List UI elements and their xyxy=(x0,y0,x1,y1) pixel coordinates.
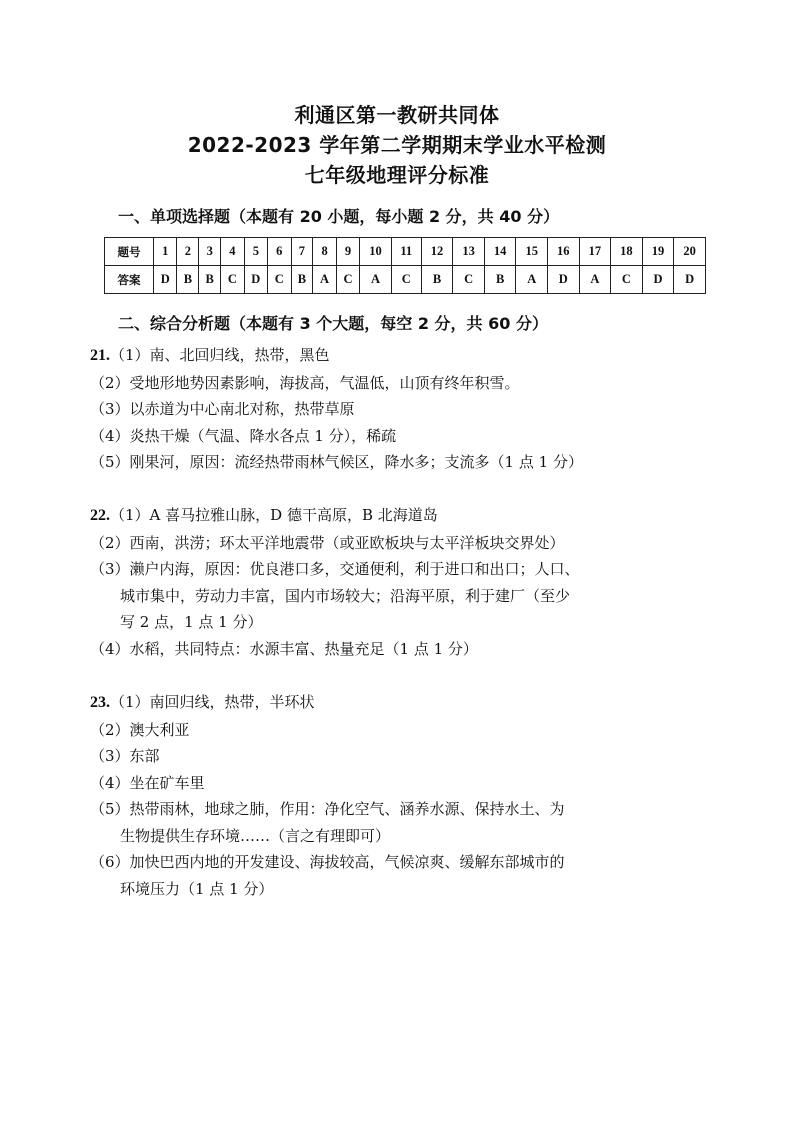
title-subject: 七年级地理评分标准 xyxy=(304,163,490,187)
answer-line: （2）澳大利亚 xyxy=(90,720,190,739)
answer-cell: B xyxy=(421,266,453,294)
row-label-answer: 答案 xyxy=(105,266,154,294)
question-number-cell: 19 xyxy=(642,238,674,266)
answer-cell: C xyxy=(268,266,291,294)
question-number-cell: 8 xyxy=(313,238,336,266)
answer-cell: D xyxy=(154,266,177,294)
title-school: 利通区第一教研共同体 xyxy=(294,103,500,127)
question-number-cell: 13 xyxy=(453,238,485,266)
answer-text: （1）南、北回归线，热带，黑色 xyxy=(110,346,330,364)
question-number-cell: 9 xyxy=(336,238,359,266)
answer-cell: B xyxy=(484,266,516,294)
answer-line: （2）西南，洪涝；环太平洋地震带（或亚欧板块与太平洋板块交界处） xyxy=(90,533,565,552)
section1-heading: 一、单项选择题（本题有 20 小题，每小题 2 分，共 40 分） xyxy=(118,207,560,226)
answer-line-continued: 环境压力（1 点 1 分） xyxy=(120,879,274,898)
answer-cell: A xyxy=(360,266,392,294)
answer-cell: C xyxy=(336,266,359,294)
answer-line xyxy=(90,342,710,370)
answer-cell: C xyxy=(221,266,244,294)
question-number-cell: 4 xyxy=(221,238,244,266)
row-label-question-number: 题号 xyxy=(105,238,154,266)
question-number-cell: 14 xyxy=(484,238,516,266)
answer-cell: D xyxy=(548,266,580,294)
answer-cell: C xyxy=(611,266,643,294)
question-number-cell: 3 xyxy=(199,238,221,266)
section2-heading: 二、综合分析题（本题有 3 个大题，每空 2 分，共 60 分） xyxy=(118,314,548,333)
answer-cell: C xyxy=(453,266,485,294)
question-number-cell: 5 xyxy=(244,238,267,266)
question-number: 21. xyxy=(90,347,110,364)
answer-cell: B xyxy=(291,266,313,294)
question-number-cell: 2 xyxy=(177,238,199,266)
question-number-cell: 17 xyxy=(579,238,611,266)
question-number: 22. xyxy=(90,507,110,524)
answer-cell: A xyxy=(516,266,548,294)
answer-line: （4）坐在矿车里 xyxy=(90,773,205,792)
answer-line: （5）热带雨林，地球之肺，作用：净化空气、涵养水源、保持水土、为 xyxy=(90,800,565,818)
answer-line-continued: 写 2 点，1 点 1 分） xyxy=(120,613,263,631)
question-21 xyxy=(90,342,710,476)
answer-line: （4）水稻，共同特点：水源丰富、热量充足（1 点 1 分） xyxy=(90,639,478,658)
answer-line-continued: 生物提供生存环境……（言之有理即可） xyxy=(120,826,391,845)
answer-line: （3）濑户内海，原因：优良港口多，交通便利，利于进口和出口；人口、 xyxy=(90,560,580,578)
answer-line xyxy=(90,689,710,717)
question-number: 23. xyxy=(90,694,110,711)
answer-cell: D xyxy=(642,266,674,294)
answer-row xyxy=(105,266,706,294)
question-number-cell: 20 xyxy=(674,238,706,266)
question-number-cell: 18 xyxy=(611,238,643,266)
answer-line-continued: 城市集中，劳动力丰富，国内市场较大；沿海平原，利于建厂（至少 xyxy=(120,586,571,605)
answer-cell: A xyxy=(579,266,611,294)
question-number-cell: 6 xyxy=(268,238,291,266)
answer-cell: C xyxy=(391,266,421,294)
title-exam: 2022-2023 学年第二学期期末学业水平检测 xyxy=(187,133,607,157)
answer-line: （3）东部 xyxy=(90,747,160,765)
title-block xyxy=(0,100,794,190)
question-23 xyxy=(90,689,710,902)
question-number-cell: 10 xyxy=(360,238,392,266)
answer-line: （2）受地形地势因素影响，海拔高，气温低，山顶有终年积雪。 xyxy=(90,373,520,392)
question-number-cell: 1 xyxy=(154,238,177,266)
answer-line: （6）加快巴西内地的开发建设、海拔较高，气候凉爽、缓解东部城市的 xyxy=(90,853,565,871)
answer-line: （3）以赤道为中心南北对称，热带草原 xyxy=(90,400,355,418)
answer-text: （1）南回归线，热带，半环状 xyxy=(110,693,315,711)
question-number-cell: 11 xyxy=(391,238,421,266)
answer-cell: B xyxy=(199,266,221,294)
answer-cell: B xyxy=(177,266,199,294)
answer-table xyxy=(104,237,706,294)
answer-cell: A xyxy=(313,266,336,294)
question-number-cell: 15 xyxy=(516,238,548,266)
answer-text: （1）A 喜马拉雅山脉，D 德干高原，B 北海道岛 xyxy=(110,506,438,524)
question-number-cell: 12 xyxy=(421,238,453,266)
answer-line: （4）炎热干燥（气温、降水各点 1 分），稀疏 xyxy=(90,426,397,445)
answer-line xyxy=(90,502,710,530)
answer-cell: D xyxy=(244,266,267,294)
question-number-row xyxy=(105,238,706,266)
answer-line: （5）刚果河，原因：流经热带雨林气候区，降水多；支流多（1 点 1 分） xyxy=(90,453,583,471)
question-number-cell: 16 xyxy=(548,238,580,266)
question-number-cell: 7 xyxy=(291,238,313,266)
question-22 xyxy=(90,502,710,662)
answer-cell: D xyxy=(674,266,706,294)
